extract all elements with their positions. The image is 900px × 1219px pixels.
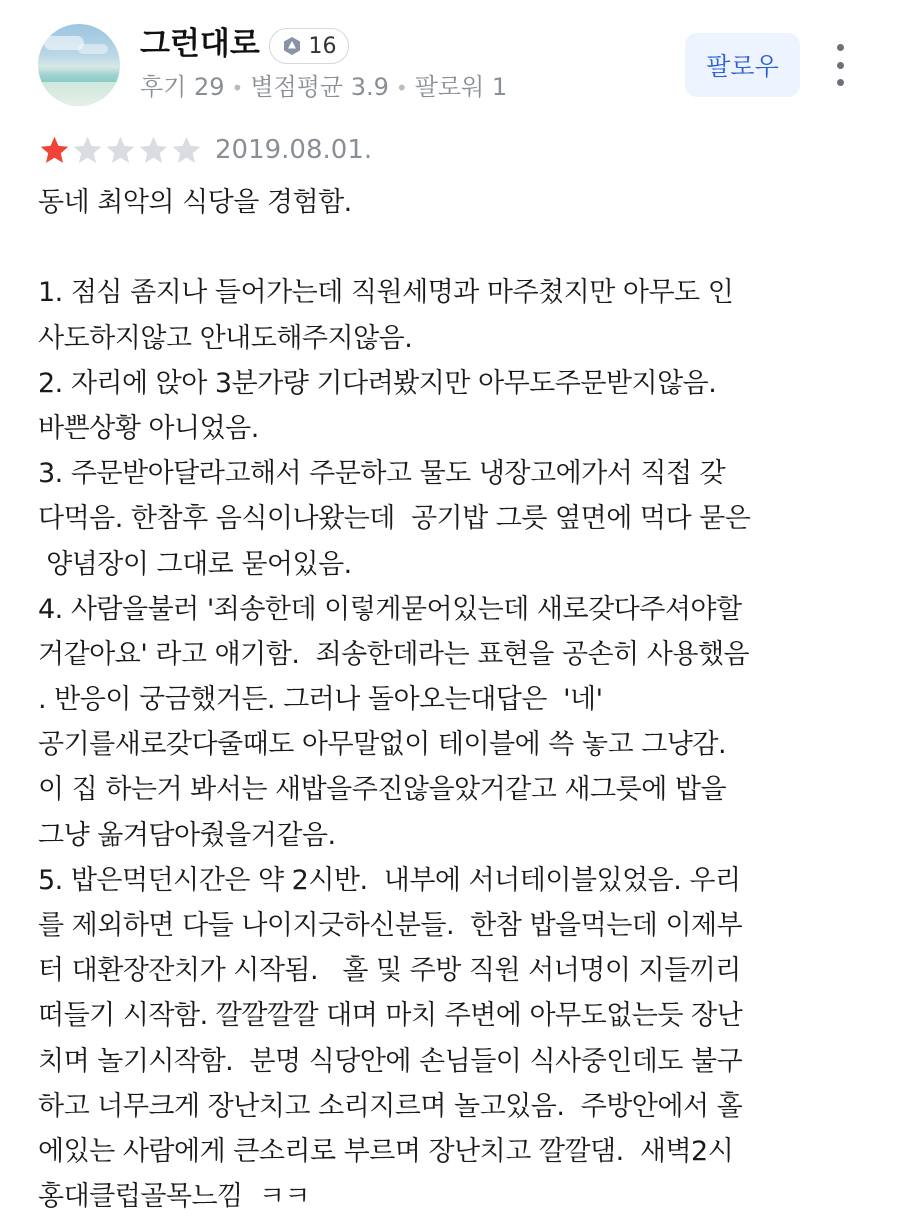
review-line xyxy=(38,225,868,270)
rating-row xyxy=(38,128,372,172)
review-line: 사도하지않고 안내도해주지않음. xyxy=(38,322,413,354)
star-filled-icon xyxy=(38,134,71,167)
level-number: 16 xyxy=(308,33,337,59)
review-date: 2019.08.01. xyxy=(215,135,373,165)
review-line: 공기를새로갖다줄때도 아무말없이 테이블에 쓱 놓고 그냥감. xyxy=(38,729,727,761)
review-line: 양념장이 그대로 묻어있음. xyxy=(38,548,352,580)
reviewer-stats xyxy=(140,70,507,105)
more-vertical-icon[interactable] xyxy=(826,42,854,88)
review-line: 홍대클럽골목느낌 ㅋㅋ xyxy=(38,1181,310,1213)
review-line: 다먹음. 한참후 음식이나왔는데 공기밥 그릇 옆면에 먹다 묻은 xyxy=(38,503,751,535)
review-line: 를 제외하면 다들 나이지긋하신분들. 한참 밥을먹는데 이제부 xyxy=(38,910,743,941)
star-empty-icon xyxy=(137,134,170,167)
review-count: 후기 29 xyxy=(140,73,225,101)
reviewer-header xyxy=(0,0,900,130)
review-line: 1. 점심 좀지나 들어가는데 직원세명과 마주쳤지만 아무도 인 xyxy=(38,277,734,309)
star-empty-icon xyxy=(71,134,104,167)
review-text xyxy=(38,180,868,1219)
star-empty-icon xyxy=(170,134,203,167)
level-badge xyxy=(269,28,349,64)
review-line: 에있는 사람에게 큰소리로 부르며 장난치고 깔깔댐. 새벽2시 xyxy=(38,1135,734,1167)
review-line: 5. 밥은먹던시간은 약 2시반. 내부에 서너테이블있었음. 우리 xyxy=(38,864,741,896)
review-line: 터 대환장잔치가 시작됨. 홀 및 주방 직원 서너명이 지들끼리 xyxy=(38,955,741,987)
review-line: 동네 최악의 식당을 경험함. xyxy=(38,187,352,218)
reviewer-name[interactable]: 그런대로 xyxy=(140,26,260,62)
separator-dot: • xyxy=(395,76,408,100)
separator-dot: • xyxy=(231,76,244,100)
star-rating xyxy=(38,134,203,167)
level-icon xyxy=(282,36,302,56)
follower-count: 팔로워 1 xyxy=(414,73,508,101)
review-line: 2. 자리에 앉아 3분가량 기다려봤지만 아무도주문받지않음. xyxy=(38,367,717,399)
star-empty-icon xyxy=(104,134,137,167)
review-line: . 반응이 궁금했거든. 그러나 돌아오는대답은 '네' xyxy=(38,684,603,716)
review-line: 3. 주문받아달라고해서 주문하고 물도 냉장고에가서 직접 갖 xyxy=(38,458,726,490)
review-line: 하고 너무크게 장난치고 소리지르며 놀고있음. 주방안에서 홀 xyxy=(38,1090,743,1122)
review-line: 이 집 하는거 봐서는 새밥을주진않을았거같고 새그릇에 밥을 xyxy=(38,774,727,806)
review-line: 떠들기 시작함. 깔깔깔깔 대며 마치 주변에 아무도없는듯 장난 xyxy=(38,1000,743,1032)
review-line: 그냥 옮겨담아줬을거같음. xyxy=(38,819,336,851)
average-rating: 별점평균 3.9 xyxy=(250,73,389,101)
follow-button[interactable]: 팔로우 xyxy=(685,33,800,97)
avatar[interactable] xyxy=(38,24,120,106)
review-line: 치며 놀기시작함. 분명 식당안에 손님들이 식사중인데도 불구 xyxy=(38,1045,743,1077)
review-line: 바쁜상황 아니었음. xyxy=(38,412,259,444)
review-line: 거같아요' 라고 얘기함. 죄송한데라는 표현을 공손히 사용했음 xyxy=(38,638,750,670)
review-line: 4. 사람을불러 '죄송한데 이렇게묻어있는데 새로갖다주셔야할 xyxy=(38,593,742,625)
